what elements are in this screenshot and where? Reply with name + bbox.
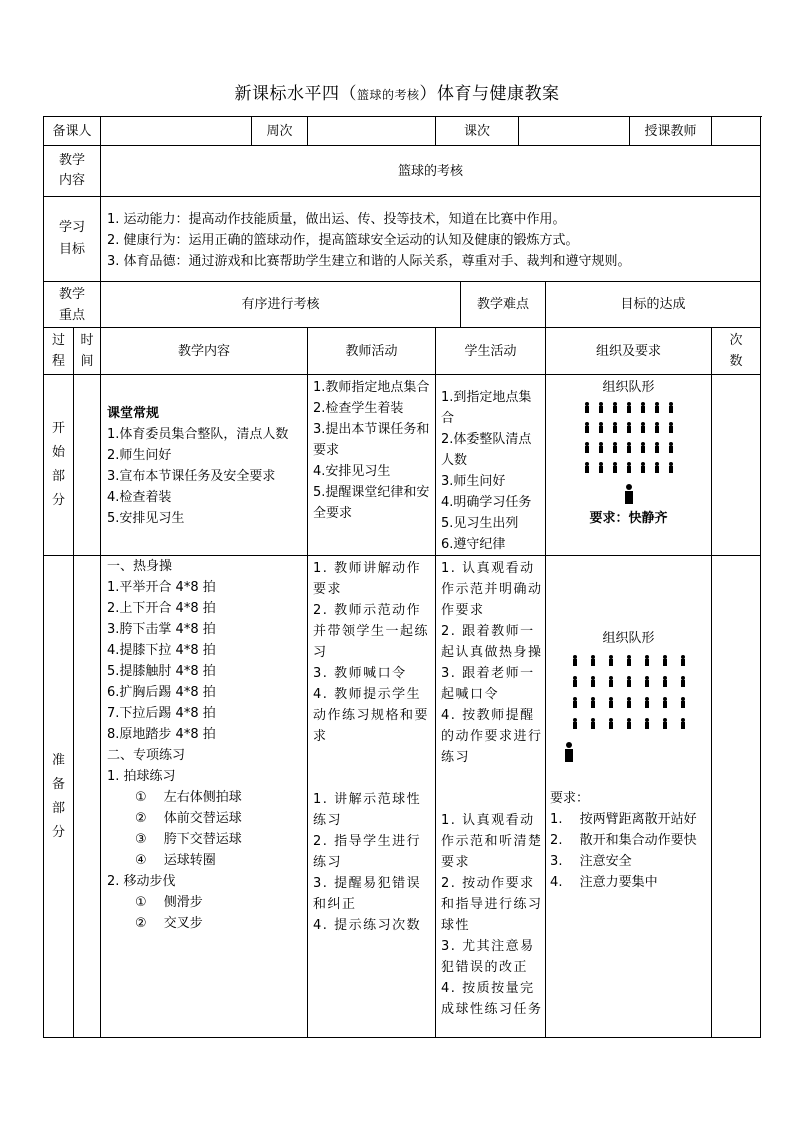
- spacer: [441, 768, 543, 810]
- start-student-item: 6.遵守纪律: [441, 537, 506, 552]
- prep-teacher-item: 3. 教师喊口令: [313, 666, 407, 681]
- start-org-requirement: 要求：快静齐: [589, 511, 668, 526]
- footwork-list: [107, 892, 305, 934]
- start-teacher-item: 4.安排见习生: [313, 464, 391, 479]
- prep-teacher-item: 1. 教师讲解动作要求: [313, 561, 422, 597]
- student-figure-icon: [598, 442, 604, 453]
- footwork-item: ② 交叉步: [135, 916, 203, 931]
- start-teacher-item: 5.提醒课堂纪律和安全要求: [313, 485, 430, 521]
- student-figure-icon: [654, 422, 660, 433]
- col-teacher: 教师活动: [308, 328, 436, 375]
- prep-teacher: [308, 556, 436, 1038]
- formation-row: [546, 420, 711, 436]
- student-figure-icon: [584, 422, 590, 433]
- prep-teacher-item: 1. 讲解示范球性练习: [313, 792, 422, 828]
- prep-requirements: [550, 788, 707, 893]
- start-org-title: 组织队形: [602, 380, 655, 395]
- prep-student-item: 3. 跟着老师一起喊口令: [441, 666, 535, 702]
- student-figure-icon: [662, 676, 668, 687]
- prep-req-item: 2. 散开和集合动作要快: [550, 833, 697, 848]
- student-figure-icon: [654, 462, 660, 473]
- objectives-list: [101, 197, 761, 282]
- student-figure-icon: [590, 697, 596, 708]
- header-row: [44, 117, 761, 146]
- prep-student-item: 4. 按教师提醒的动作要求进行练习: [441, 708, 543, 765]
- start-student: [436, 375, 546, 556]
- formation-row: [550, 653, 707, 669]
- start-time: [74, 375, 101, 556]
- student-figure-icon: [584, 442, 590, 453]
- teacher-figure-icon: [624, 484, 634, 504]
- dribble-drill-item: ① 左右体侧拍球: [135, 790, 242, 805]
- difficulty-value: 目标的达成: [546, 282, 761, 328]
- student-figure-icon: [584, 402, 590, 413]
- student-figure-icon: [608, 676, 614, 687]
- spacer: [550, 764, 707, 788]
- student-figure-icon: [644, 697, 650, 708]
- prep-student-item: 3. 尤其注意易犯错误的改正: [441, 939, 535, 975]
- formation-row: [550, 695, 707, 711]
- objectives-label: 学习目标: [44, 197, 101, 282]
- prep-teacher-item: 3. 提醒易犯错误和纠正: [313, 876, 422, 912]
- prep-content-item: 4.提膝下拉 4*8 拍: [107, 643, 216, 658]
- dribble-drill-item: ④ 运球转圈: [135, 853, 216, 868]
- student-figure-icon: [612, 462, 618, 473]
- start-student-item: 4.明确学习任务: [441, 495, 532, 510]
- prep-req-item: 3. 注意安全: [550, 854, 632, 869]
- prep-content-item: 6.扩胸后踢 4*8 拍: [107, 685, 216, 700]
- prep-section-row: [44, 556, 761, 1038]
- student-figure-icon: [608, 697, 614, 708]
- prep-student: [436, 556, 546, 1038]
- student-figure-icon: [598, 402, 604, 413]
- student-figure-icon: [640, 462, 646, 473]
- student-figure-icon: [668, 442, 674, 453]
- teacher-label: 授课教师: [630, 117, 712, 146]
- student-figure-icon: [654, 442, 660, 453]
- student-figure-icon: [644, 718, 650, 729]
- start-content-item: 1.体育委员集合整队，清点人数: [107, 427, 289, 442]
- prep-count: [712, 556, 761, 1038]
- formation-row: [546, 400, 711, 416]
- student-figure-icon: [680, 697, 686, 708]
- col-content: 教学内容: [101, 328, 308, 375]
- page-title: [0, 79, 794, 104]
- dribble-drill-item: ② 体前交替运球: [135, 811, 242, 826]
- student-figure-icon: [640, 402, 646, 413]
- start-student-item: 3.师生问好: [441, 474, 506, 489]
- prep-content-item: 8.原地踏步 4*8 拍: [107, 727, 216, 742]
- dribble-drill-list: [107, 787, 305, 871]
- prep-req-title: 要求：: [550, 791, 590, 806]
- title-prefix: 新课标水平四（: [234, 84, 357, 104]
- student-figure-icon: [590, 655, 596, 666]
- start-student-item: 1.到指定地点集合: [441, 390, 532, 426]
- student-figure-icon: [680, 676, 686, 687]
- student-figure-icon: [668, 402, 674, 413]
- objective-item: 3. 体育品德：通过游戏和比赛帮助学生建立和谐的人际关系，尊重对手、裁判和遵守规则。: [107, 253, 631, 269]
- student-figure-icon: [572, 655, 578, 666]
- start-content: [101, 375, 308, 556]
- col-process: 过程: [44, 328, 74, 375]
- prep-content-item: 1.平举开合 4*8 拍: [107, 580, 216, 595]
- prep-time: [74, 556, 101, 1038]
- dribble-drill-item: ③ 胯下交替运球: [135, 832, 242, 847]
- week-value: [308, 117, 436, 146]
- content-value: 篮球的考核: [101, 146, 761, 197]
- prep-teacher-item: 2. 教师示范动作并带领学生一起练习: [313, 603, 430, 660]
- spacer: [550, 556, 707, 628]
- prep-content-item: 5.提膝触肘 4*8 拍: [107, 664, 216, 679]
- prep-req-item: 4. 注意力要集中: [550, 875, 658, 890]
- col-count: 次数: [712, 328, 761, 375]
- prep-student-item: 4. 按质按量完成球性练习任务: [441, 981, 543, 1017]
- lesson-label: 课次: [436, 117, 519, 146]
- formation-row: [546, 440, 711, 456]
- student-figure-icon: [612, 422, 618, 433]
- prep-req-item: 1. 按两臂距离散开站好: [550, 812, 697, 827]
- student-figure-icon: [612, 402, 618, 413]
- prep-content-item: 2. 移动步伐: [107, 874, 176, 889]
- start-section-row: [44, 375, 761, 556]
- start-formation: [546, 400, 711, 506]
- title-subtitle: 篮球的考核: [356, 88, 420, 102]
- student-figure-icon: [640, 442, 646, 453]
- prep-content-item: 2.上下开合 4*8 拍: [107, 601, 216, 616]
- prep-student-item: 1. 认真观看动作示范和听清楚要求: [441, 813, 543, 870]
- student-figure-icon: [644, 655, 650, 666]
- student-figure-icon: [668, 462, 674, 473]
- student-figure-icon: [626, 422, 632, 433]
- lesson-value: [519, 117, 630, 146]
- student-figure-icon: [626, 402, 632, 413]
- prep-content-item: 7.下拉后踢 4*8 拍: [107, 706, 216, 721]
- student-figure-icon: [590, 718, 596, 729]
- footwork-item: ① 侧滑步: [135, 895, 203, 910]
- preparer-label: 备课人: [44, 117, 101, 146]
- prep-formation: [550, 653, 707, 732]
- start-content-item: 3.宣布本节课任务及安全要求: [107, 469, 276, 484]
- content-label: 教学内容: [44, 146, 101, 197]
- lesson-plan-table: [43, 116, 761, 1038]
- prep-content-item: 1. 拍球练习: [107, 769, 176, 784]
- student-figure-icon: [626, 676, 632, 687]
- student-figure-icon: [644, 676, 650, 687]
- start-content-item: 4.检查着装: [107, 490, 172, 505]
- start-teacher-item: 2.检查学生着装: [313, 401, 404, 416]
- student-figure-icon: [640, 422, 646, 433]
- start-organization: [546, 375, 712, 556]
- student-figure-icon: [626, 655, 632, 666]
- student-figure-icon: [626, 718, 632, 729]
- student-figure-icon: [626, 697, 632, 708]
- student-figure-icon: [572, 718, 578, 729]
- student-figure-icon: [680, 718, 686, 729]
- content-row: [44, 146, 761, 197]
- student-figure-icon: [598, 422, 604, 433]
- student-figure-icon: [668, 422, 674, 433]
- start-count: [712, 375, 761, 556]
- student-figure-icon: [626, 462, 632, 473]
- col-organization: 组织及要求: [546, 328, 712, 375]
- student-figure-icon: [612, 442, 618, 453]
- student-figure-icon: [626, 442, 632, 453]
- student-figure-icon: [572, 697, 578, 708]
- prep-teacher-item: 4. 教师提示学生动作练习规格和要求: [313, 687, 430, 744]
- teacher-position: [550, 742, 707, 764]
- prep-student-item: 1. 认真观看动作示范并明确动作要求: [441, 561, 543, 618]
- formation-row: [550, 716, 707, 732]
- prep-teacher-item: 2. 指导学生进行练习: [313, 834, 422, 870]
- prep-content-item: 3.胯下击掌 4*8 拍: [107, 622, 216, 637]
- preparer-value: [101, 117, 252, 146]
- student-figure-icon: [608, 718, 614, 729]
- objectives-row: [44, 197, 761, 282]
- prep-student-item: 2. 按动作要求和指导进行练习球性: [441, 876, 543, 933]
- teacher-value: [712, 117, 761, 146]
- prep-org-title: 组织队形: [602, 631, 655, 646]
- start-content-title: 课堂常规: [107, 406, 160, 421]
- prep-teacher-item: 4. 提示练习次数: [313, 918, 422, 933]
- start-student-item: 2.体委整队清点人数: [441, 432, 532, 468]
- start-content-item: 5.安排见习生: [107, 511, 185, 526]
- student-figure-icon: [662, 718, 668, 729]
- objective-item: 1. 运动能力：提高动作技能质量，做出运、传、投等技术，知道在比赛中作用。: [107, 211, 566, 227]
- student-figure-icon: [662, 655, 668, 666]
- teacher-position: [546, 484, 711, 506]
- start-content-item: 2.师生问好: [107, 448, 172, 463]
- formation-row: [546, 460, 711, 476]
- start-teacher-item: 3.提出本节课任务和要求: [313, 422, 430, 458]
- prep-student-item: 2. 跟着教师一起认真做热身操: [441, 624, 543, 660]
- student-figure-icon: [598, 462, 604, 473]
- teacher-figure-icon: [564, 742, 574, 762]
- col-time: 时间: [74, 328, 101, 375]
- student-figure-icon: [680, 655, 686, 666]
- formation-row: [550, 674, 707, 690]
- start-teacher-item: 1.教师指定地点集合: [313, 380, 430, 395]
- title-suffix: ）体育与健康教案: [419, 84, 560, 104]
- student-figure-icon: [654, 402, 660, 413]
- prep-organization: [546, 556, 712, 1038]
- key-point-value: 有序进行考核: [101, 282, 461, 328]
- start-teacher: [308, 375, 436, 556]
- spacer: [313, 747, 433, 789]
- objective-item: 2. 健康行为：运用正确的篮球动作，提高篮球安全运动的认知及健康的锻炼方式。: [107, 232, 579, 248]
- difficulty-label: 教学难点: [461, 282, 546, 328]
- focus-row: [44, 282, 761, 328]
- prep-label: 准备部分: [44, 556, 74, 1038]
- column-header-row: [44, 328, 761, 375]
- col-student: 学生活动: [436, 328, 546, 375]
- prep-content-item: 一、热身操: [107, 559, 173, 574]
- student-figure-icon: [608, 655, 614, 666]
- start-student-item: 5.见习生出列: [441, 516, 519, 531]
- key-point-label: 教学重点: [44, 282, 101, 328]
- prep-content-item: 二、专项练习: [107, 748, 186, 763]
- student-figure-icon: [572, 676, 578, 687]
- student-figure-icon: [584, 462, 590, 473]
- student-figure-icon: [662, 697, 668, 708]
- student-figure-icon: [590, 676, 596, 687]
- week-label: 周次: [252, 117, 308, 146]
- start-label: 开始部分: [44, 375, 74, 556]
- prep-content: [101, 556, 308, 1038]
